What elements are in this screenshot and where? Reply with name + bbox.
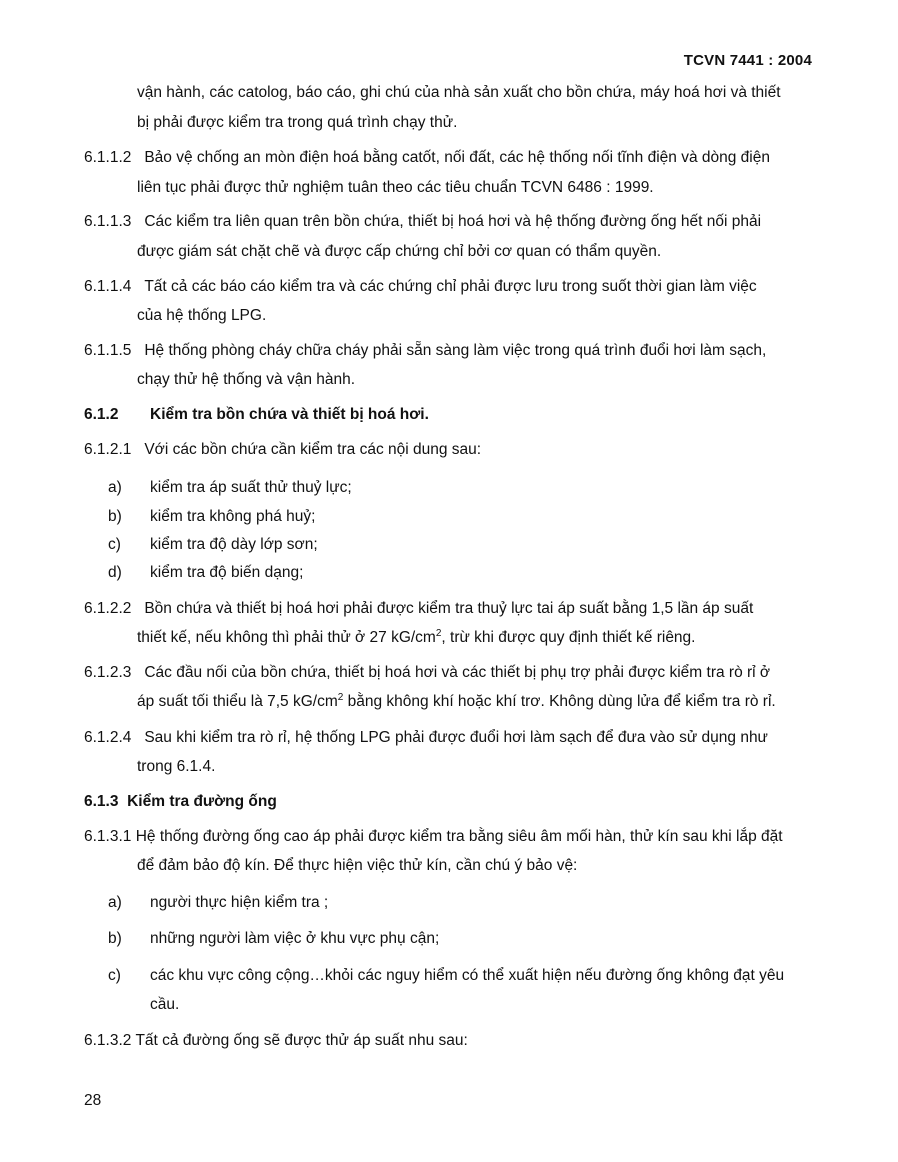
clause-line [84, 440, 481, 460]
list-item-text: kiểm tra độ biến dạng; [150, 564, 304, 581]
section-heading-title: Kiểm tra đường ống [127, 793, 277, 810]
list-item-label: a) [108, 479, 122, 496]
list-item-text: kiểm tra không phá huỷ; [150, 508, 316, 525]
clause-text-cont: để đảm bảo độ kín. Để thực hiện việc thử kín, cần chú ý bảo vệ: [137, 857, 578, 874]
clause-text: Tất cả đường ống sẽ được thử áp suất nhu sau: [135, 1032, 468, 1049]
clause-number: 6.1.2.3 [84, 664, 132, 681]
clause-text-cont [137, 692, 776, 712]
clause-number: 6.1.1.5 [84, 342, 132, 359]
list-item-label: b) [108, 930, 122, 947]
text-segment: áp suất tối thiểu là 7,5 kG/cm [137, 693, 338, 710]
list-item-text: kiểm tra độ dày lớp sơn; [150, 536, 318, 553]
list-item-text: người thực hiện kiểm tra ; [150, 894, 329, 911]
page-number: 28 [84, 1092, 102, 1109]
clause-text: Các đầu nối của bồn chứa, thiết bị hoá hơi và các thiết bị phụ trợ phải được kiểm tra rò rỉ ở [144, 664, 771, 681]
section-heading-number: 6.1.2 [84, 406, 119, 423]
list-item-text: những người làm việc ở khu vực phụ cận; [150, 930, 440, 947]
list-item-text-cont: cầu. [150, 996, 180, 1013]
superscript: 2 [337, 691, 344, 703]
clause-text: Bồn chứa và thiết bị hoá hơi phải được kiểm tra thuỷ lực tai áp suất bằng 1,5 lần áp suất [144, 600, 754, 617]
document-code: TCVN 7441 : 2004 [683, 52, 812, 69]
clause-line [84, 663, 770, 683]
clause-number: 6.1.3.2 [84, 1032, 132, 1049]
list-item-label: a) [108, 894, 122, 911]
clause-text: Sau khi kiểm tra rò rỉ, hệ thống LPG phải được đuổi hơi làm sạch để đưa vào sử dụng như [144, 729, 768, 746]
clause-text-cont: của hệ thống LPG. [137, 307, 267, 324]
clause-text: Hệ thống phòng cháy chữa cháy phải sẵn sàng làm việc trong quá trình đuổi hơi làm sạch, [144, 342, 767, 359]
clause-line [84, 1031, 468, 1051]
clause-line [84, 341, 766, 361]
clause-number: 6.1.1.3 [84, 213, 132, 230]
superscript: 2 [435, 627, 442, 639]
paragraph-line: bị phải được kiểm tra trong quá trình chạy thử. [137, 114, 458, 131]
clause-text: Với các bồn chứa cần kiểm tra các nội dung sau: [144, 441, 482, 458]
clause-line [84, 599, 753, 619]
text-segment: , trừ khi được quy định thiết kế riêng. [441, 629, 696, 646]
text-segment: bằng không khí hoặc khí trơ. Không dùng lửa để kiểm tra rò rỉ. [343, 693, 776, 710]
clause-line [84, 827, 783, 847]
clause-text-cont: chạy thử hệ thống và vận hành. [137, 371, 356, 388]
clause-line [84, 148, 770, 168]
clause-line [84, 728, 768, 748]
section-heading-title: Kiểm tra bồn chứa và thiết bị hoá hơi. [150, 406, 429, 423]
clause-text-cont: liên tục phải được thử nghiệm tuân theo các tiêu chuẩn TCVN 6486 : 1999. [137, 179, 654, 196]
clause-number: 6.1.2.2 [84, 600, 132, 617]
clause-text: Các kiểm tra liên quan trên bồn chứa, thiết bị hoá hơi và hệ thống đường ống hết nối phải [144, 213, 762, 230]
list-item-label: c) [108, 967, 121, 984]
clause-text: Tất cả các báo cáo kiểm tra và các chứng chỉ phải được lưu trong suốt thời gian làm việc [144, 278, 757, 295]
clause-number: 6.1.2.1 [84, 441, 132, 458]
text-segment: thiết kế, nếu không thì phải thử ở 27 kG/cm [137, 629, 436, 646]
list-item-text: kiểm tra áp suất thử thuỷ lực; [150, 479, 352, 496]
section-heading-number: 6.1.3 [84, 793, 119, 810]
clause-text: Hệ thống đường ống cao áp phải được kiểm tra bằng siêu âm mối hàn, thử kín sau khi lắp đặt [135, 828, 783, 845]
list-item-label: d) [108, 564, 122, 581]
clause-number: 6.1.1.2 [84, 149, 132, 166]
clause-text: Bảo vệ chống an mòn điện hoá bằng catốt, nối đất, các hệ thống nối tĩnh điện và dòng điện [144, 149, 770, 166]
paragraph-line: vận hành, các catolog, báo cáo, ghi chú của nhà sản xuất cho bồn chứa, máy hoá hơi và thiết [137, 84, 781, 101]
list-item-label: c) [108, 536, 121, 553]
clause-line [84, 212, 761, 232]
clause-text-cont [137, 628, 695, 648]
clause-number: 6.1.1.4 [84, 278, 132, 295]
list-item-label: b) [108, 508, 122, 525]
clause-number: 6.1.3.1 [84, 828, 132, 845]
clause-text-cont: trong 6.1.4. [137, 758, 216, 775]
list-item-text: các khu vực công cộng…khỏi các nguy hiểm có thể xuất hiện nếu đường ống không đạt yêu [150, 967, 785, 984]
clause-number: 6.1.2.4 [84, 729, 132, 746]
clause-line [84, 277, 757, 297]
section-heading [84, 792, 277, 812]
clause-text-cont: được giám sát chặt chẽ và được cấp chứng chỉ bởi cơ quan có thẩm quyền. [137, 243, 662, 260]
